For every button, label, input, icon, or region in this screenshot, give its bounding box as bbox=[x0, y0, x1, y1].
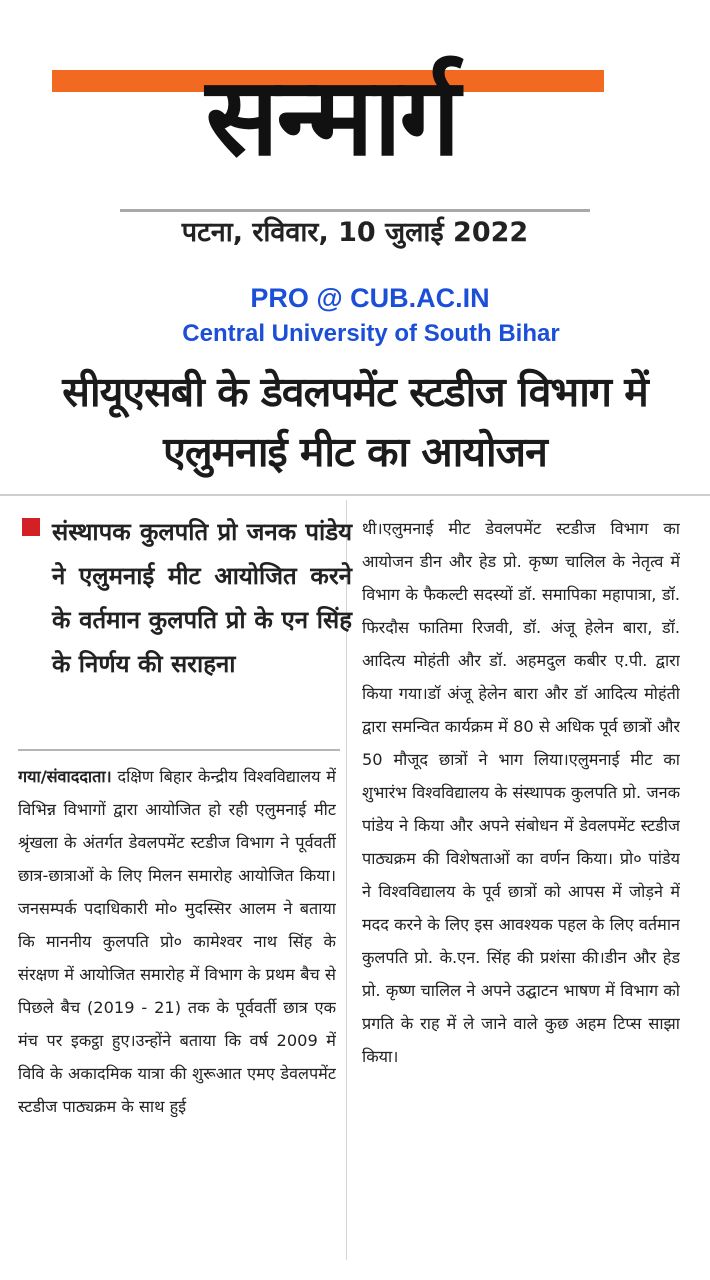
dateline: पटना, रविवार, 10 जुलाई 2022 bbox=[181, 217, 529, 248]
article-right-column: थी।एलुमनाई मीट डेवलपमेंट स्टडीज विभाग का आयोजन डीन और हेड प्रो. कृष्ण चालिल के नेतृत्व में विभाग के फैकल्टी सदस्यों डॉ. समापिका महापात्रा, डॉ. फिरदौस फातिमा रिजवी, डॉ. अंजू हेलेन बारा, डॉ. आदित्य मोहंती और डॉ. अहमदुल कबीर ए.पी. द्वारा किया गया।डॉ अंजू हेलेन बारा और डॉ आदित्य मोहंती द्वारा समन्वित कार्यक्रम में 80 से अधिक पूर्व छात्रों और 50 मौजूद छात्रों ने भाग लिया।एलुमनाई मीट का शुभारंभ विश्वविद्यालय के संस्थापक कुलपति प्रो. जनक पांडेय ने किया और अपने संबोधन में डेवलपमेंट स्टडीज पाठ्यक्रम की विशेषताओं का वर्णन किया। प्रो० पांडेय ने विश्वविद्यालय के पूर्व छात्रों को आपस में जोड़ने में मदद करने के लिए इस आवश्यक पहल के लिए वर्तमान कुलपति प्रो. के.एन. सिंह की प्रशंसा की।डीन और हेड प्रो. कृष्ण चालिल ने अपने उद्घाटन भाषण में विभाग को प्रगति के राह में ले जाने वाले कुछ अहम टिप्स साझा किया। bbox=[362, 519, 680, 1066]
article-headline: सीयूएसबी के डेवलपमेंट स्टडीज विभाग में एलुमनाई मीट का आयोजन bbox=[62, 368, 648, 476]
newspaper-title: सन्मार्ग bbox=[205, 55, 459, 180]
left-column-text: दक्षिण बिहार केन्द्रीय विश्वविद्यालय में विभिन्न विभागों द्वारा आयोजित हो रही एलुमनाई मीट श्रृंखला के अंतर्गत डेवलपमेंट स्टडीज विभाग ने पूर्ववर्ती छात्र-छात्राओं के लिए मिलन समारोह आयोजित किया। जनसम्पर्क पदाधिकारी मो० मुदस्सिर आलम ने बताया कि माननीय कुलपति प्रो० कामेश्वर नाथ सिंह के संरक्षण में आयोजित समारोह में विभाग के प्रथम बैच से पिछले बैच (2019 - 21) तक के पूर्ववर्ती छात्र एक मंच पर इकट्ठा हुए।उन्होंने बताया कि वर्ष 2009 में विवि के अकादमिक यात्रा की शुरूआत एमए डेवलपमेंट स्टडीज पाठ्यक्रम के साथ हुई bbox=[18, 767, 336, 1116]
bullet-square-icon bbox=[22, 518, 40, 536]
subheading-box bbox=[18, 510, 352, 738]
source-email: PRO @ CUB.AC.IN bbox=[250, 283, 490, 313]
article-subheading: संस्थापक कुलपति प्रो जनक पांडेय ने एलुमनाई मीट आयोजित करने के वर्तमान कुलपति प्रो के एन सिंह के निर्णय की सराहना bbox=[52, 518, 352, 678]
source-university: Central University of South Bihar bbox=[182, 320, 560, 347]
masthead bbox=[0, 0, 710, 210]
byline: गया/संवाददाता। bbox=[18, 767, 112, 786]
article-left-column bbox=[18, 760, 336, 1260]
subheading-divider bbox=[18, 749, 340, 751]
headline-divider bbox=[0, 494, 710, 496]
